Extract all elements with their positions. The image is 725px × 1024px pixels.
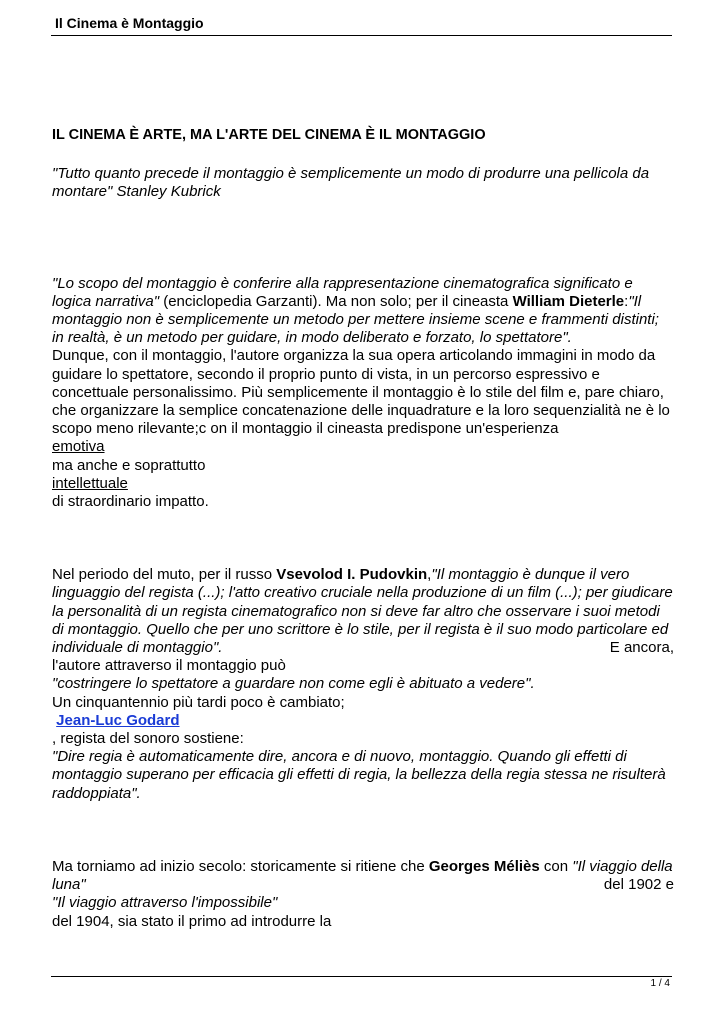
text-con: con xyxy=(539,857,573,875)
pudovkin-intro: Nel periodo del muto, per il russo xyxy=(52,566,277,584)
paragraph-montaggio-definition xyxy=(52,275,674,348)
article-heading: IL CINEMA È ARTE, MA L'ARTE DEL CINEMA È IL MONTAGGIO xyxy=(52,127,486,143)
document-header-title: Il Cinema è Montaggio xyxy=(55,15,204,31)
text-regista-sonoro: , regista del sonoro sostiene: xyxy=(52,730,244,748)
header-divider xyxy=(51,35,672,36)
kubrick-quote-text: "Tutto quanto precede il montaggio è semplicemente un modo di produrre una pellicola da montare" Stanley Kubrick xyxy=(52,165,650,201)
film-viaggio-impossibile: "Il viaggio attraverso l'impossibile" xyxy=(52,894,278,912)
dieterle-quote: "Il montaggio non è semplicemente un metodo per mettere insieme scene e frammenti distinti; in realtà, è un metodo per guidare, in modo deliberato e forzato, lo spettatore". xyxy=(52,292,659,347)
pudovkin-quote-2: "costringere lo spettatore a guardare non come egli è abituato a vedere". xyxy=(52,675,535,693)
name-dieterle: William Dieterle xyxy=(512,292,625,310)
text-autore: l'autore attraverso il montaggio può xyxy=(52,657,286,675)
paragraph-melies xyxy=(52,858,674,894)
paragraph-montaggio-body: Dunque, con il montaggio, l'autore organizza la sua opera articolando immagini in modo da guidare lo spettatore, secondo il proprio punto di vista, in un percorso espressivo e concettuale personalissimo. Più semplicemente il montaggio è lo stile del film e, pare chiaro, che organizzare la semplice concatenazione delle inquadrature e la loro sequenzialità ne è lo scopo meno rilevante;c on il montaggio il cineasta predispone un'esperienza xyxy=(52,347,670,438)
text-del-1904: del 1904, sia stato il primo ad introdurre la xyxy=(52,912,332,930)
article-body xyxy=(52,126,674,931)
comma: , xyxy=(427,566,432,584)
word-intellettuale: intellettuale xyxy=(52,474,128,492)
name-melies: Georges Méliès xyxy=(428,857,540,875)
kubrick-quote xyxy=(52,165,674,201)
pudovkin-quote: "Il montaggio è dunque il vero linguaggio del regista (...); l'atto creativo cruciale nella produzione di un film (...); per giudicare la personalità di un regista cinematografico non si deve far altro che osservare i suoi metodi di montaggio. Quello che per uno scrittore è lo stile, per il regista è il suo modo particolare ed individuale di montaggio". xyxy=(52,566,673,657)
garzanti-source: (enciclopedia Garzanti). Ma non solo; per il cineasta xyxy=(163,292,513,310)
godard-quote: "Dire regia è automaticamente dire, ancora e di nuovo, montaggio. Quando gli effetti di montaggio superano per efficacia gli effetti di regia, la bellezza della regia stessa ne risulterà raddoppiata". xyxy=(52,748,666,802)
paragraph-pudovkin xyxy=(52,566,674,657)
text-cinquantennio: Un cinquantennio più tardi poco è cambiato; xyxy=(52,693,345,711)
text-del-1902: del 1902 e xyxy=(603,876,674,894)
text-e-ancora: E ancora, xyxy=(609,639,674,657)
godard-link[interactable]: Jean-Luc Godard xyxy=(56,711,180,729)
page-number: 1 / 4 xyxy=(650,978,670,989)
name-pudovkin: Vsevolod I. Pudovkin xyxy=(276,566,428,584)
footer-divider xyxy=(51,976,672,977)
film-viaggio-luna: "Il viaggio della luna" xyxy=(52,857,673,894)
word-emotiva: emotiva xyxy=(52,438,105,456)
text-ma-anche: ma anche e soprattutto xyxy=(52,456,206,474)
text-impatto: di straordinario impatto. xyxy=(52,493,209,511)
colon: : xyxy=(624,292,629,310)
garzanti-quote: "Lo scopo del montaggio è conferire alla rappresentazione cinematografica significato e logica narrativa" xyxy=(52,274,633,310)
melies-intro: Ma torniamo ad inizio secolo: storicamente si ritiene che xyxy=(52,857,429,875)
